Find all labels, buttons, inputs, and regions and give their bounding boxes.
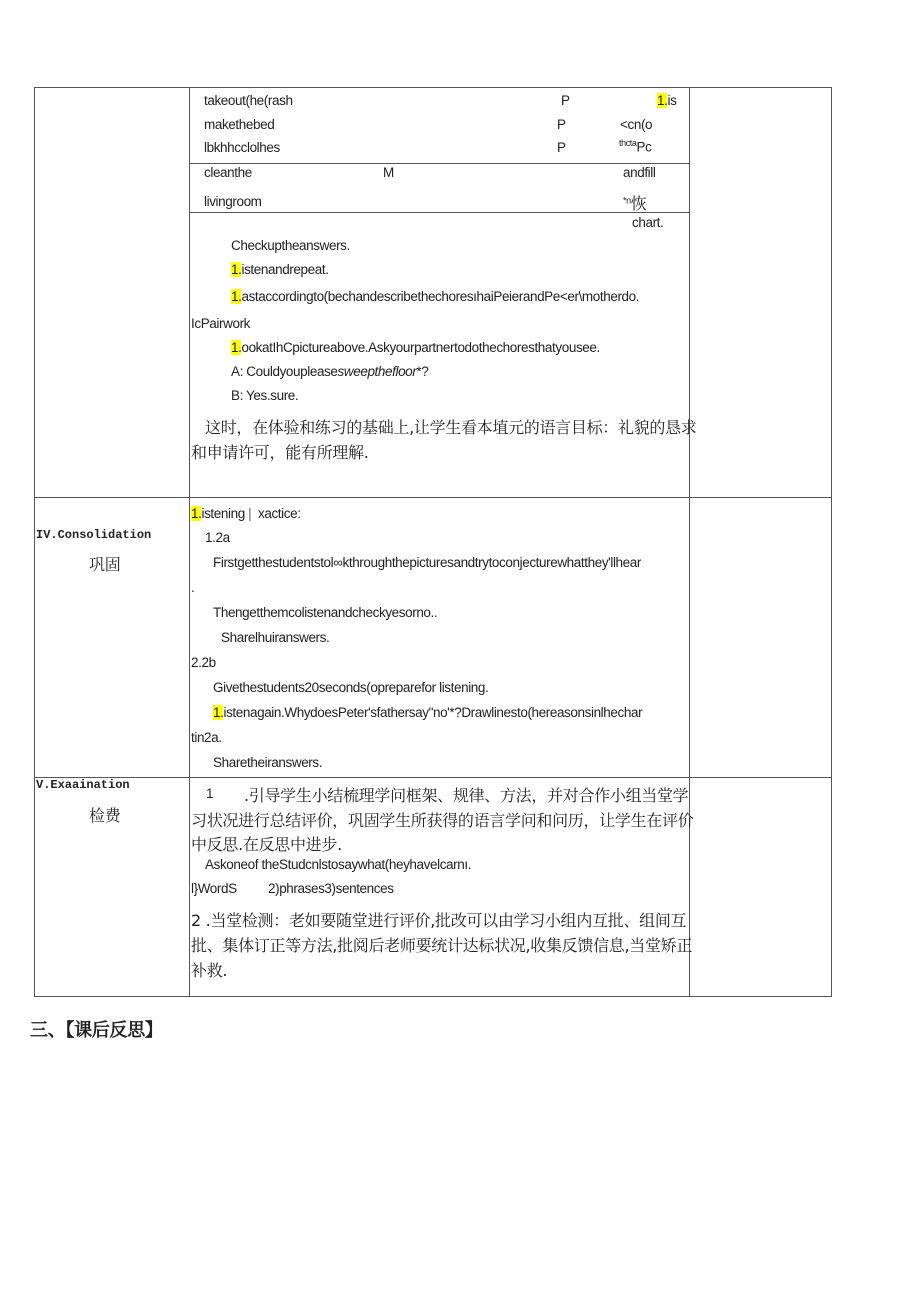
line-look: 1.ookatIhCpictureabove.Askyourpartnertodothechoresthatyousee. <box>231 340 600 355</box>
footer-heading: 三、【课后反思】 <box>30 1020 163 1041</box>
column-divider-2 <box>689 87 690 997</box>
exam-p3-a: l}WordS <box>191 881 237 896</box>
line-check-answers: Checkuptheanswers. <box>231 238 350 253</box>
line-listen-again: 1.istenagain.WhydoesPeter'sfathersay"no'*?Drawlinesto(hereasonsinlhechar <box>213 705 643 720</box>
chore-4: cleanthe <box>204 165 252 180</box>
line-tin2a: tin2a. <box>191 730 222 745</box>
chore-2-note: <cn(o <box>620 117 653 132</box>
chore-1: takeout(he(rash <box>204 93 293 108</box>
exam-p4-line2: 批、集体订正等方法,批阅后老师要统计达标状况,收集反馈信息,当堂矫正 <box>191 936 693 955</box>
examination-label-en: V.Exaaination <box>36 778 130 792</box>
chore-4-note: andfill <box>623 165 656 180</box>
chore-3-note: $^{thcta}$Pc <box>619 138 652 155</box>
row-divider-consolidation <box>34 497 832 498</box>
line-period: . <box>191 580 195 595</box>
table-border-right <box>831 87 832 997</box>
line-first-get: Firstgetthestudentstol∞kthroughthepicturesandtrytoconjecturewhatthey'llhear <box>213 555 641 570</box>
exam-p4-line3: 补救. <box>191 961 228 980</box>
listening-practice-line: 1.istening | xactice: <box>191 506 301 521</box>
chore-5: livingroom <box>204 194 262 209</box>
line-1-2a: 1.2a <box>205 530 230 545</box>
chore-1-note: 1.is <box>657 93 677 108</box>
line-act: 1.astaccordingto(bechandescribethechoresıhaiPeierandPe<er\motherdo. <box>231 289 640 304</box>
exam-p1-num: 1 <box>206 786 214 801</box>
examination-label-cn: 检费 <box>89 806 121 825</box>
row-divider-examination <box>34 777 832 778</box>
line-share-1: Sharelhuiranswers. <box>221 630 330 645</box>
exam-p1-line3: 中反思.在反思中进步. <box>191 835 342 854</box>
table-border-bottom <box>34 996 832 997</box>
chore-1-mark: P <box>561 93 570 108</box>
chore-3-mark: P <box>557 140 566 155</box>
exam-p4-line1: 2 .当堂检测：老如要随堂进行评价,批改可以由学习小组内互批、组间互 <box>191 911 687 930</box>
chore-2-mark: P <box>557 117 566 132</box>
cn-paragraph-line1: 这时，在体验和练习的基础上,让学生看本埴元的语言目标：礼貌的恳求 <box>205 418 697 437</box>
consolidation-label-en: IV.Consolidation <box>36 528 152 542</box>
consolidation-label-cn: 巩固 <box>89 555 121 574</box>
dialog-b: B: Yes.sure. <box>231 388 299 403</box>
exam-p2: Askoneof theStudcnlstosaywhat(heyhavelcarnı. <box>205 857 472 872</box>
line-listen-repeat: 1.istenandrepeat. <box>231 262 329 277</box>
line-share-2: Sharetheiranswers. <box>213 755 323 770</box>
chore-2: makethebed <box>204 117 275 132</box>
chore-4-mark: M <box>383 165 394 180</box>
table-border-left <box>34 87 35 997</box>
exam-p1-line2: 习状况进行总结评价，巩固学生所获得的语言学问和问历，让学生在评价 <box>191 811 694 830</box>
inner-divider-a <box>189 163 689 164</box>
table-border-top <box>34 87 832 88</box>
chore-5-note: $^{*n}$恢 <box>623 194 647 213</box>
inner-divider-b <box>189 212 689 213</box>
line-2-2b: 2.2b <box>191 655 216 670</box>
line-then-get: Thengetthemcolistenandcheckyesorno.. <box>213 605 438 620</box>
exam-p3-b: 2)phrases3)sentences <box>268 881 394 896</box>
chart-word: chart. <box>632 215 664 230</box>
dialog-a: A: Couldyoupleasesweepthefloor*? <box>231 364 429 379</box>
chore-3: lbkhhcclolhes <box>204 140 280 155</box>
column-divider-1 <box>189 87 190 997</box>
cn-paragraph-line2: 和申请许可，能有所理解. <box>191 443 369 462</box>
line-pairwork: IcPairwork <box>191 316 251 331</box>
line-give: Givethestudents20seconds(opreparefor listening. <box>213 680 489 695</box>
exam-p1-line1: .引导学生小结梳理学问框架、规律、方法，并对合作小组当堂学 <box>244 786 689 805</box>
